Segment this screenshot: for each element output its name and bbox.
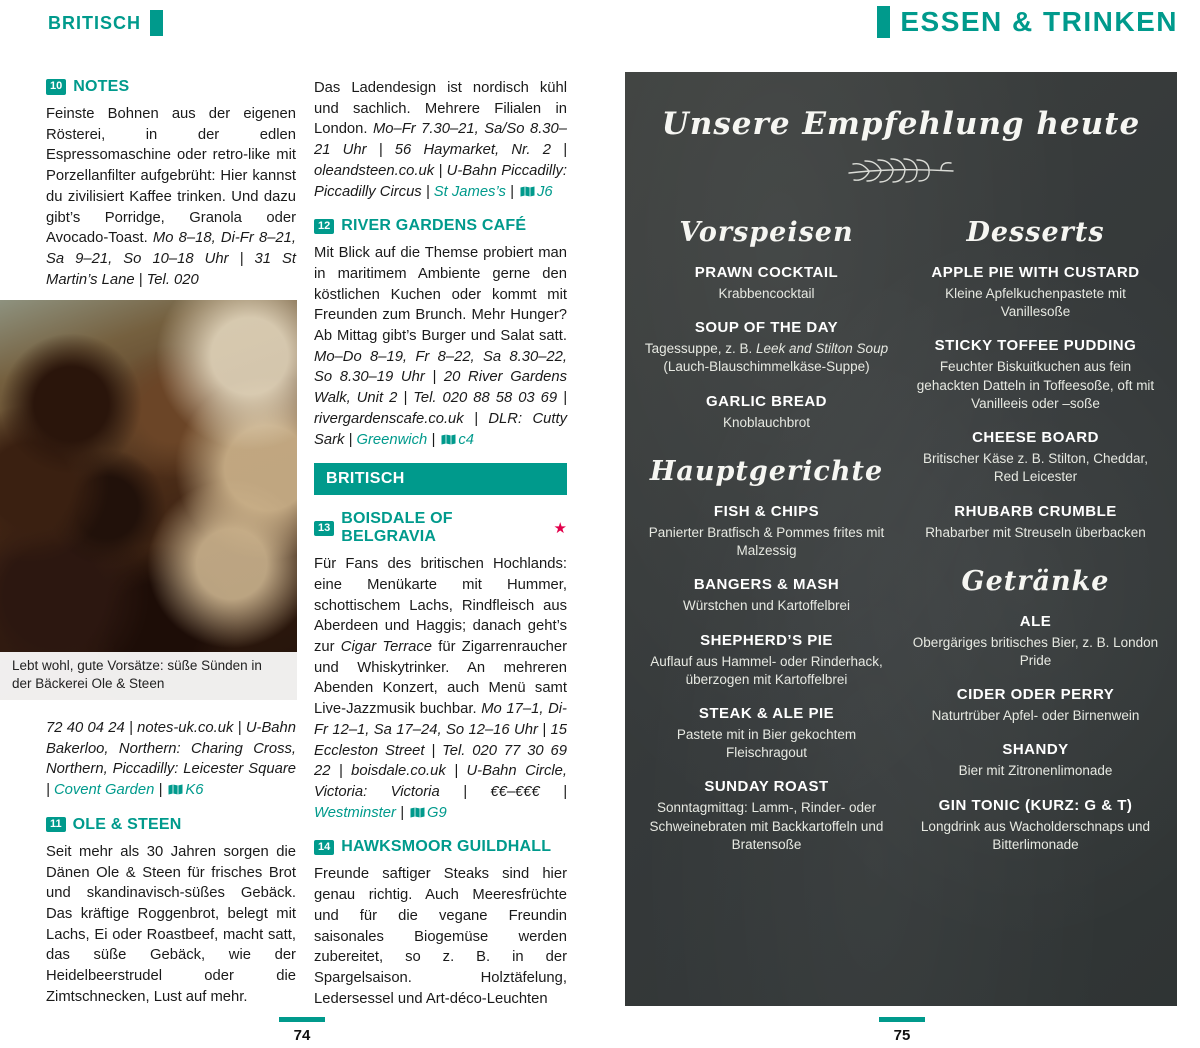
menu-item-desc: Knoblauchbrot (722, 414, 811, 430)
menu-item (910, 337, 1161, 413)
menu-item-name: CIDER ODER PERRY (956, 686, 1115, 704)
body-italic-text: Cigar Terrace (340, 639, 433, 656)
menu-item (641, 319, 892, 376)
menu-item-desc: Auflauf aus Hammel- oder Rinderhack, überzogen mit Kartoffelbrei (650, 653, 883, 687)
menu-item-name: PRAWN COCKTAIL (694, 264, 839, 281)
menu-column-left (641, 211, 892, 870)
menu-item-desc: Panierter Bratfisch & Pommes frites mit Malzessig (648, 524, 885, 559)
district-link: Greenwich (356, 431, 428, 448)
info-text: 72 40 04 24 | notes-uk.co.uk | U-Bahn Bakerloo, Northern: Charing Cross, Northern, Piccadilly: Leicester Square | (46, 720, 296, 799)
menu-column-right (910, 211, 1161, 870)
page-number: 74 (293, 1027, 311, 1044)
section-banner-britisch: BRITISCH (314, 463, 567, 495)
laurel-ornament-icon (841, 156, 961, 186)
info-text: Mo–Fr 7.30–21, Sa/So 8.30–21 Uhr | 56 Haymarket, Nr. 2 | oleandsteen.co.uk | U-Bahn Piccadilly: Piccadilly Circus | (314, 121, 567, 200)
header-accent-block (150, 10, 163, 36)
header-accent-block (877, 6, 890, 38)
map-icon (520, 186, 535, 197)
menu-item-desc: Kleine Apfelkuchenpastete mit Vanillesoße (945, 286, 1126, 320)
article-title: RIVER GARDENS CAFÉ (341, 217, 527, 235)
menu-item (910, 741, 1161, 780)
article-info-notes-continued (46, 718, 296, 801)
district-link: St James’s (433, 183, 506, 200)
menu-section-heading: Desserts (966, 217, 1105, 248)
page-number-accent-bar (279, 1017, 325, 1022)
menu-item (641, 576, 892, 615)
chalkboard-menu (625, 72, 1177, 1006)
menu-item-name: BANGERS & MASH (693, 576, 840, 594)
map-ref: c4 (458, 431, 474, 448)
menu-item-desc: Britischer Käse z. B. Stilton, Cheddar, Red Leicester (922, 451, 1149, 485)
menu-item-desc: Longdrink aus Wacholderschnaps und Bitterlimonade (920, 818, 1151, 852)
menu-item (641, 778, 892, 854)
menu-section-heading: Hauptgerichte (649, 455, 884, 487)
info-text: Mo 17–1, Di-Fr 12–1, Sa 17–24, So 12–16 Uhr | 15 Eccleston Street | Tel. 020 77 30 69 22 | boisdale.co.uk | U-Bahn Circle, Victoria: Victoria | €€–€€€ | (314, 701, 567, 800)
menu-item (641, 503, 892, 560)
article-title: OLE & STEEN (72, 815, 182, 833)
body-text: für Zigarrenraucher und Whiskytrinker. An mehreren Abenden Konzert, auch Menü samt Live-Jazzmusik buchbar. (314, 639, 568, 718)
body-text: Mit Blick auf die Themse probiert man in maritimem Ambiente gerne den köstlichen Kuchen oder kommt mit Freunden zum Brunch. Mehr Hunger? Ab Mittag gibt’s Burger und Salat satt. (314, 245, 567, 345)
article-title: NOTES (73, 78, 130, 95)
bakery-photo (0, 300, 297, 700)
article-body-river-gardens (314, 243, 567, 450)
menu-item (641, 264, 892, 303)
map-ref: K6 (185, 782, 204, 799)
info-text: Mo–Do 8–19, Fr 8–22, Sa 8.30–22, So 8.30–19 Uhr | 20 River Gardens Walk, Unit 2 | Tel. 020 88 58 03 69 | rivergardenscafe.co.uk | DLR: Cutty Sark | (314, 348, 567, 448)
menu-item-name: FISH & CHIPS (713, 502, 820, 520)
left-column-bottom (46, 718, 296, 1020)
article-number-badge: 13 (314, 521, 334, 536)
article-title: HAWKSMOOR GUILDHALL (341, 838, 552, 856)
desc-text: Tagessuppe, z. B. (644, 341, 756, 357)
menu-item (910, 264, 1161, 321)
district-link: Covent Garden (53, 782, 155, 799)
left-page-column-2 (314, 78, 567, 1022)
menu-item (910, 686, 1161, 725)
article-body-notes (46, 104, 296, 290)
page-number-accent-bar (879, 1017, 925, 1022)
menu-item (910, 429, 1161, 486)
separator: | (505, 183, 518, 200)
article-number-badge: 10 (46, 79, 66, 94)
page-number-right (867, 1017, 937, 1044)
menu-item-name: GIN TONIC (KURZ: G & T) (938, 796, 1133, 814)
menu-item-desc: Obergäriges britisches Bier, z. B. London Pride (912, 634, 1159, 668)
article-number-badge: 12 (314, 219, 334, 234)
body-text: Das Ladendesign ist nordisch kühl und sachlich. Mehrere Filialen in London. (314, 80, 567, 138)
page-number-left (267, 1017, 337, 1044)
district-link: Westminster (314, 804, 396, 821)
menu-item-name: STEAK & ALE PIE (698, 704, 835, 722)
menu-item-desc: Sonntagmittag: Lamm-, Rinder- oder Schweinebraten mit Backkartoffeln und Bratensoße (649, 800, 884, 852)
article-heading-river-gardens (314, 217, 567, 235)
map-icon (168, 784, 183, 795)
menu-item-name: APPLE PIE WITH CUSTARD (931, 264, 1140, 281)
menu-item-desc: Würstchen und Kartoffelbrei (682, 598, 851, 614)
article-heading-ole-steen (46, 816, 296, 834)
page-number: 75 (893, 1027, 911, 1044)
menu-item-name: SHANDY (1002, 741, 1069, 759)
menu-item-desc: Naturtrüber Apfel- oder Birnenwein (931, 708, 1140, 724)
menu-section-heading: Vorspeisen (679, 217, 854, 248)
left-column-top (46, 78, 296, 303)
menu-item-desc: Krabbencocktail (718, 286, 815, 301)
menu-item (641, 393, 892, 432)
menu-item-desc: Rhabarber mit Streuseln überbacken (925, 524, 1146, 540)
map-ref: G9 (427, 804, 447, 821)
menu-columns (641, 211, 1161, 870)
body-text: Feinste Bohnen aus der eigenen Rösterei, in der edlen Espressomaschine oder retro-like mit Porzellanfilter aufgebrüht: Hier kannst du zivilisiert Kaffee trinken. Und dazu gibt’s Porridge, Granola oder Avocado-Toast. (46, 106, 296, 247)
menu-item (910, 503, 1161, 542)
article-body-ole-steen: Seit mehr als 30 Jahren sorgen die Dänen Ole & Steen für frisches Brot und skandinavisch-süßes Gebäck. Das kräftige Roggenbrot, belegt mit Lachs, Ei oder Roastbeef, macht satt, das süße Gebäck, wie der Heidelbeerstrudel oder die Zimtschnecken, Lust auf mehr. (46, 843, 296, 1005)
map-ref: J6 (536, 183, 553, 200)
menu-item-desc: Bier mit Zitronenlimonade (958, 763, 1113, 779)
map-icon (441, 434, 456, 445)
menu-item-name: ALE (1019, 612, 1052, 630)
menu-item (641, 632, 892, 689)
map-icon (410, 807, 425, 818)
menu-item-name: RHUBARB CRUMBLE (954, 502, 1117, 520)
menu-item-desc: Pastete mit in Bier gekochtem Fleischragout (676, 726, 857, 761)
left-header-title: BRITISCH (48, 12, 141, 33)
menu-item-name: CHEESE BOARD (972, 429, 1099, 447)
menu-item-desc (641, 340, 892, 376)
menu-section-heading: Getränke (961, 565, 1110, 597)
menu-item (910, 613, 1161, 670)
article-heading-hawksmoor (314, 838, 567, 856)
insider-tip-star-icon: ★ (553, 520, 567, 538)
separator: | (154, 782, 167, 799)
menu-item (910, 797, 1161, 854)
article-title: BOISDALE OF BELGRAVIA (341, 510, 453, 546)
article-body-boisdale (314, 554, 567, 823)
desc-text: (Lauch-Blauschimmelkäse-Suppe) (663, 359, 870, 375)
menu-item (641, 705, 892, 762)
menu-item-name: GARLIC BREAD (706, 392, 827, 410)
menu-item-desc: Feuchter Biskuitkuchen aus fein gehackten Datteln in Toffeesoße, oft mit Vanilleeis oder –soße (916, 359, 1155, 411)
info-text: Mo 8–18, Di-Fr 8–21, Sa 9–21, So 10–18 Uhr | 31 St Martin’s Lane | Tel. 020 (46, 230, 296, 288)
article-number-badge: 14 (314, 840, 334, 855)
article-heading-boisdale (314, 510, 567, 546)
page-header-right (877, 6, 1178, 38)
menu-title: Unsere Empfehlung heute (661, 106, 1141, 142)
article-body-hawksmoor: Freunde saftiger Steaks sind hier genau richtig. Auch Meeresfrüchte und für die vegane Freundin saisonales Biogemüse werden zubereitet, so z. B. in der Spargelsaison. Holztäfelung, Ledersessel und Art-déco-Leuchten (314, 866, 567, 1007)
article-heading-notes (46, 78, 296, 96)
photo-caption: Lebt wohl, gute Vorsätze: süße Sünden in der Bäckerei Ole & Steen (0, 652, 297, 700)
separator: | (395, 804, 409, 821)
separator: | (427, 431, 440, 448)
body-text: Für Fans des britischen Hochlands: eine Menükarte mit Hummer, schottischem Lachs, Rindfleisch aus Aberdeen und Haggis; danach geht’s zur (314, 556, 567, 656)
menu-item-name: SOUP OF THE DAY (694, 319, 839, 337)
menu-item-name: SUNDAY ROAST (704, 778, 829, 796)
article-number-badge: 11 (46, 817, 66, 832)
article-body-ole-steen-continued (314, 78, 567, 202)
desc-italic-text: Leek and Stilton Soup (755, 341, 889, 357)
menu-item-name: STICKY TOFFEE PUDDING (934, 337, 1137, 355)
page-header-left (48, 10, 163, 36)
right-header-title: ESSEN & TRINKEN (900, 6, 1178, 37)
menu-item-name: SHEPHERD’S PIE (700, 631, 833, 649)
